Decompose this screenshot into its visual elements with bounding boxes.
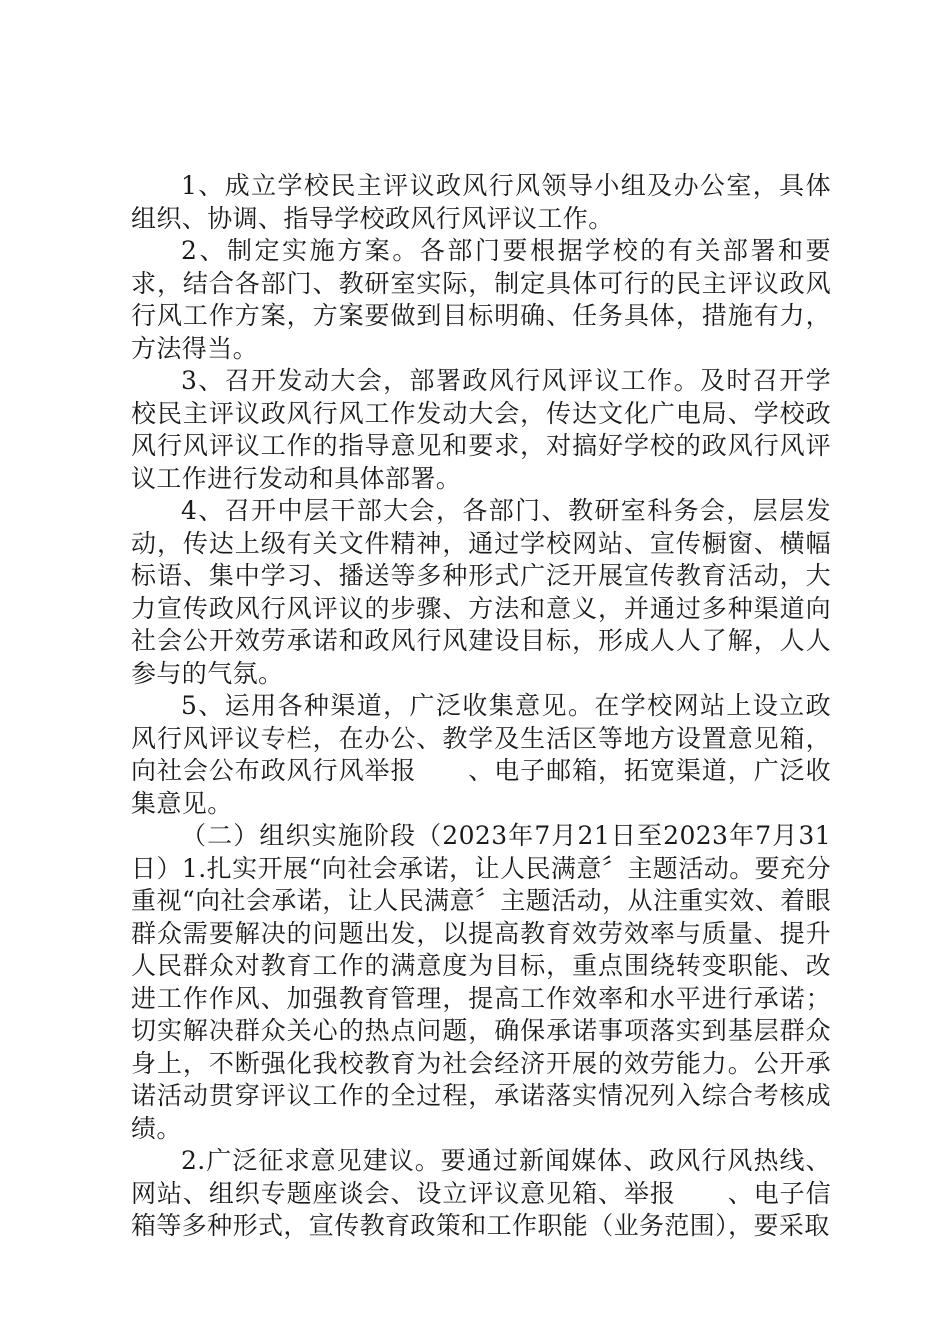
paragraph-1: 1、成立学校民主评议政风行风领导小组及办公室，具体组织、协调、指导学校政风行风评议工作。 [131,171,831,233]
paragraph-2: 2、制定实施方案。各部门要根据学校的有关部署和要求，结合各部门、教研室实际，制定具体可行的民主评议政风行风工作方案，方案要做到目标明确、任务具体，措施有力，方法得当。 [131,236,831,363]
paragraph-4: 4、召开中层干部大会，各部门、教研室科务会，层层发动，传达上级有关文件精神，通过学校网站、宣传橱窗、横幅标语、集中学习、播送等多种形式广泛开展宣传教育活动，大力宣传政风行风评议的步骤、方法和意义，并通过多种渠道向社会公开效劳承诺和政风行风建设目标，形成人人了解，人人参与的气氛。 [131,496,831,688]
paragraph-6: （二）组织实施阶段（2023年7月21日至2023年7月31日）1.扎实开展“向社会承诺，让人民满意〞主题活动。要充分重视“向社会承诺，让人民满意〞主题活动，从注重实效、着眼群众需要解决的问题出发，以提高教育效劳效率与质量、提升人民群众对教育工作的满意度为目标，重点围绕转变职能、改进工作作风、加强教育管理，提高工作效率和水平进行承诺；切实解决群众关心的热点问题，确保承诺事项落实到基层群众身上，不断强化我校教育为社会经济开展的效劳能力。公开承诺活动贯穿评议工作的全过程，承诺落实情况列入综合考核成绩。 [131,821,831,1143]
paragraph-5: 5、运用各种渠道，广泛收集意见。在学校网站上设立政风行风评议专栏，在办公、教学及生活区等地方设置意见箱，向社会公布政风行风举报 、电子邮箱，拓宽渠道，广泛收集意见。 [131,691,831,818]
paragraph-3: 3、召开发动大会，部署政风行风评议工作。及时召开学校民主评议政风行风工作发动大会，传达文化广电局、学校政风行风评议工作的指导意见和要求，对搞好学校的政风行风评议工作进行发动和具体部署。 [131,366,831,493]
paragraph-7: 2.广泛征求意见建议。要通过新闻媒体、政风行风热线、网站、组织专题座谈会、设立评议意见箱、举报 、电子信箱等多种形式，宣传教育政策和工作职能（业务范围），要采取 [131,1146,831,1240]
document-body [131,170,831,1243]
